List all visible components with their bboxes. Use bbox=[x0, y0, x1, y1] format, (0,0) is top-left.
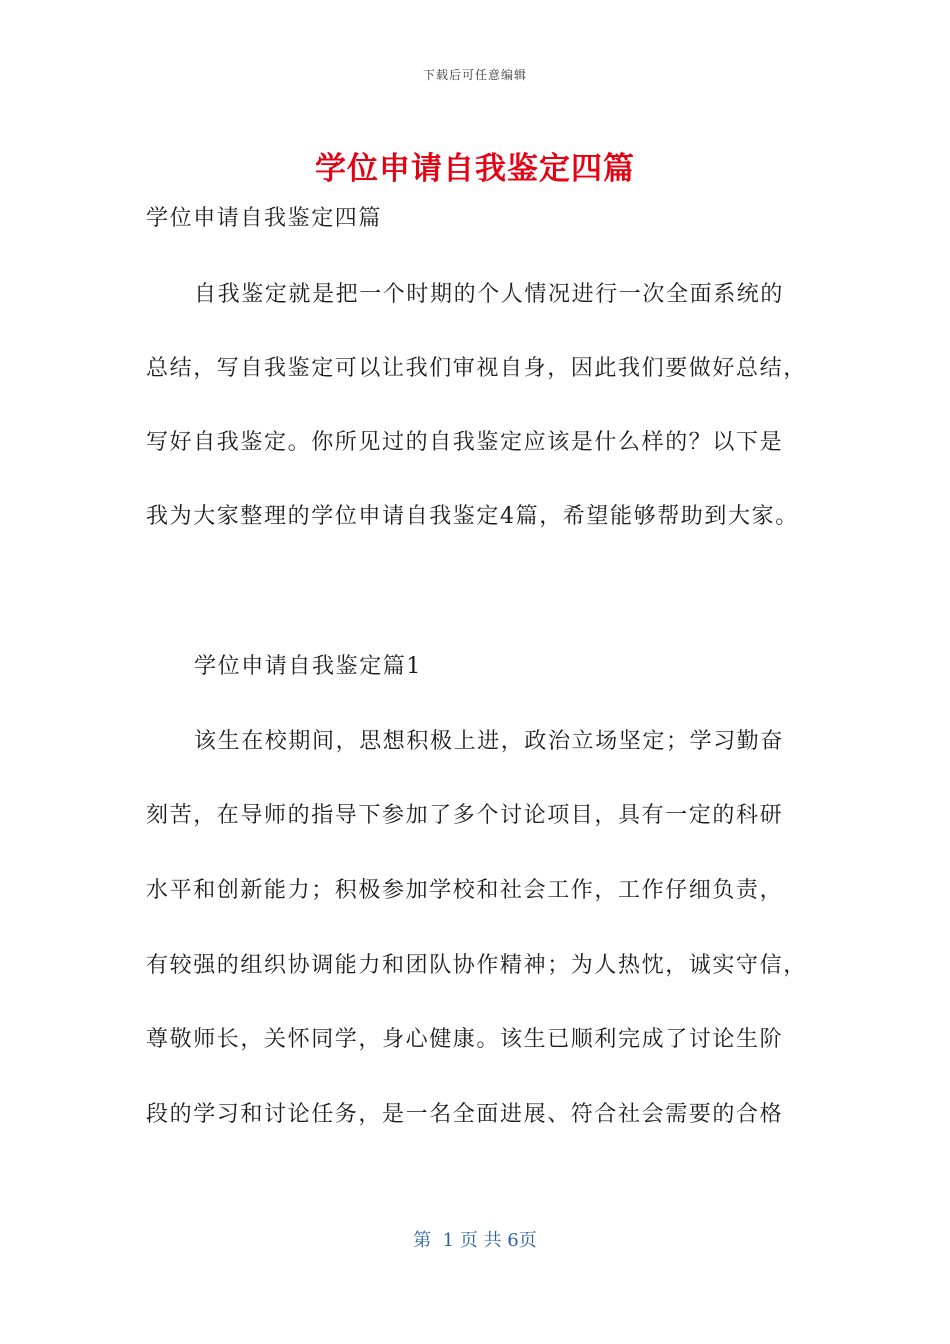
paragraph-line: 尊敬师长，关怀同学，身心健康。该生已顺利完成了讨论生阶 bbox=[146, 1027, 784, 1052]
document-subtitle: 学位申请自我鉴定四篇 bbox=[146, 206, 383, 231]
paragraph-line: 刻苦，在导师的指导下参加了多个讨论项目，具有一定的科研 bbox=[146, 803, 784, 828]
paragraph-line: 写好自我鉴定。你所见过的自我鉴定应该是什么样的？以下是 bbox=[146, 430, 784, 455]
paragraph-line: 我为大家整理的学位申请自我鉴定4篇，希望能够帮助到大家。 bbox=[146, 504, 799, 529]
paragraph-line: 段的学习和讨论任务，是一名全面进展、符合社会需要的合格 bbox=[146, 1102, 784, 1127]
paragraph-line: 总结，写自我鉴定可以让我们审视自身，因此我们要做好总结， bbox=[146, 356, 807, 381]
page-number-footer: 第 1 页 共 6页 bbox=[413, 1230, 537, 1251]
header-note: 下载后可任意编辑 bbox=[422, 68, 527, 82]
paragraph-line: 自我鉴定就是把一个时期的个人情况进行一次全面系统的 bbox=[194, 282, 785, 307]
paragraph-line: 该生在校期间，思想积极上进，政治立场坚定；学习勤奋 bbox=[194, 729, 785, 754]
document-title: 学位申请自我鉴定四篇 bbox=[315, 151, 635, 187]
paragraph-line: 有较强的组织协调能力和团队协作精神；为人热忱，诚实守信， bbox=[146, 953, 807, 978]
section-heading: 学位申请自我鉴定篇1 bbox=[194, 654, 422, 679]
paragraph-line: 水平和创新能力；积极参加学校和社会工作，工作仔细负责， bbox=[146, 878, 784, 903]
